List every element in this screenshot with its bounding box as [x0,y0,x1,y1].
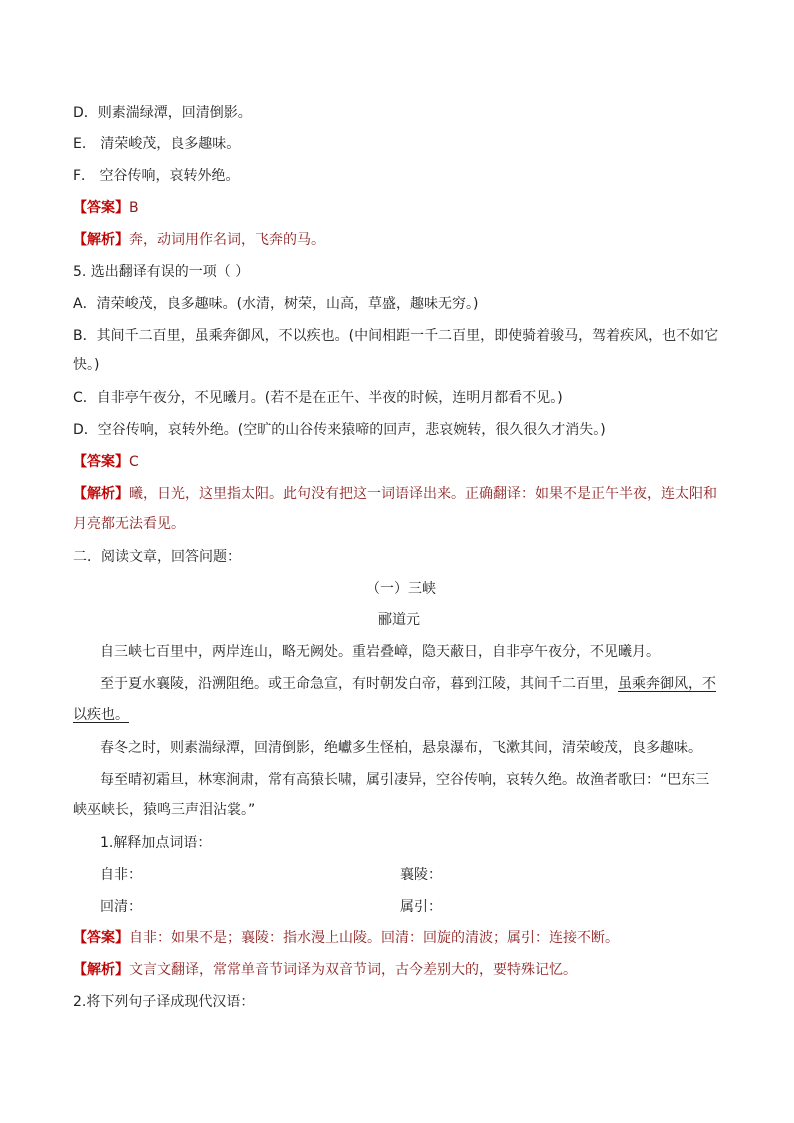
answer-text: C [129,454,139,470]
q5-analysis-line1 [73,484,717,504]
q1-word-1: 自非： [100,867,142,883]
q1-word-4: 属引： [400,899,442,915]
q5-option-a: A．清荣峻茂，良多趣味。(水清，树荣，山高，草盛，趣味无穷。) [73,296,479,312]
answer-tag: 【答案】 [73,454,129,470]
q5-title: 5. 选出翻译有误的一项（ ） [73,264,250,280]
q1-word-3: 回清： [100,899,142,915]
analysis-text: 奔，动词用作名词，飞奔的马。 [129,232,325,248]
analysis-text: 文言文翻译，常常单音节词译为双音节词，古今差别大的，要特殊记忆。 [129,962,577,978]
answer-tag: 【答案】 [73,930,129,946]
answer-text: 自非：如果不是；襄陵：指水漫上山陵。回清：回旋的清波；属引：连接不断。 [129,930,619,946]
passage-title: （一）三峡 [366,581,436,597]
option-d-line: D．则素湍绿潭，回清倒影。 [73,105,252,121]
q1-analysis [73,960,577,980]
passage-paragraph-2-line2: 以疾也。 [73,707,129,723]
q4-answer [73,198,139,218]
q5-option-d: D．空谷传响，哀转外绝。(空旷的山谷传来猿啼的回声，悲哀婉转，很久很久才消失。) [73,422,606,438]
q2-title: 2.将下列句子译成现代汉语： [73,994,255,1010]
q5-analysis-line2: 月亮都无法看见。 [73,516,185,532]
analysis-tag: 【解析】 [73,232,129,248]
q5-option-c: C．自非亭午夜分，不见曦月。(若不是在正午、半夜的时候，连明月都看不见。) [73,390,563,406]
q4-analysis [73,230,325,250]
analysis-tag: 【解析】 [73,486,129,502]
q1-title: 1.解释加点词语： [100,835,212,851]
passage-author: 郦道元 [378,612,420,628]
passage-paragraph-1: 自三峡七百里中，两岸连山，略无阙处。重岩叠嶂，隐天蔽日，自非亭午夜分，不见曦月。 [100,644,660,660]
paragraph-text: 至于夏水襄陵，沿溯阻绝。或王命急宣，有时朝发白帝，暮到江陵，其间千二百里， [100,676,618,692]
q5-option-b-line1: B．其间千二百里，虽乘奔御风，不以疾也。(中间相距一千二百里，即使骑着骏马，驾着疾风，也不如它 [73,328,719,344]
analysis-tag: 【解析】 [73,962,129,978]
option-e-line: E． 清荣峻茂，良多趣味。 [73,136,241,152]
answer-text: B [129,200,139,216]
analysis-text: 曦，日光，这里指太阳。此句没有把这一词语译出来。正确翻译：如果不是正午半夜，连太阳和 [129,486,717,502]
option-f-line: F． 空谷传响，哀转外绝。 [73,168,240,184]
q5-option-b-line2: 快。) [73,357,100,373]
passage-paragraph-3: 春冬之时，则素湍绿潭，回清倒影，绝巘多生怪柏，悬泉瀑布，飞漱其间，清荣峻茂，良多趣味。 [100,740,702,756]
underlined-sentence: 虽乘奔御风，不 [618,676,716,692]
q1-answer [73,928,619,948]
passage-paragraph-4-line2: 峡巫峡长，猿鸣三声泪沾裳。” [73,802,256,818]
passage-paragraph-2-line1 [100,674,716,694]
passage-paragraph-4-line1: 每至晴初霜旦，林寒涧肃，常有高猿长啸，属引凄异，空谷传响，哀转久绝。故渔者歌曰：“巴东三 [100,772,710,788]
q1-word-2: 襄陵： [400,867,442,883]
section-heading: 二．阅读文章，回答问题： [73,549,241,565]
q5-answer [73,452,139,472]
answer-tag: 【答案】 [73,200,129,216]
